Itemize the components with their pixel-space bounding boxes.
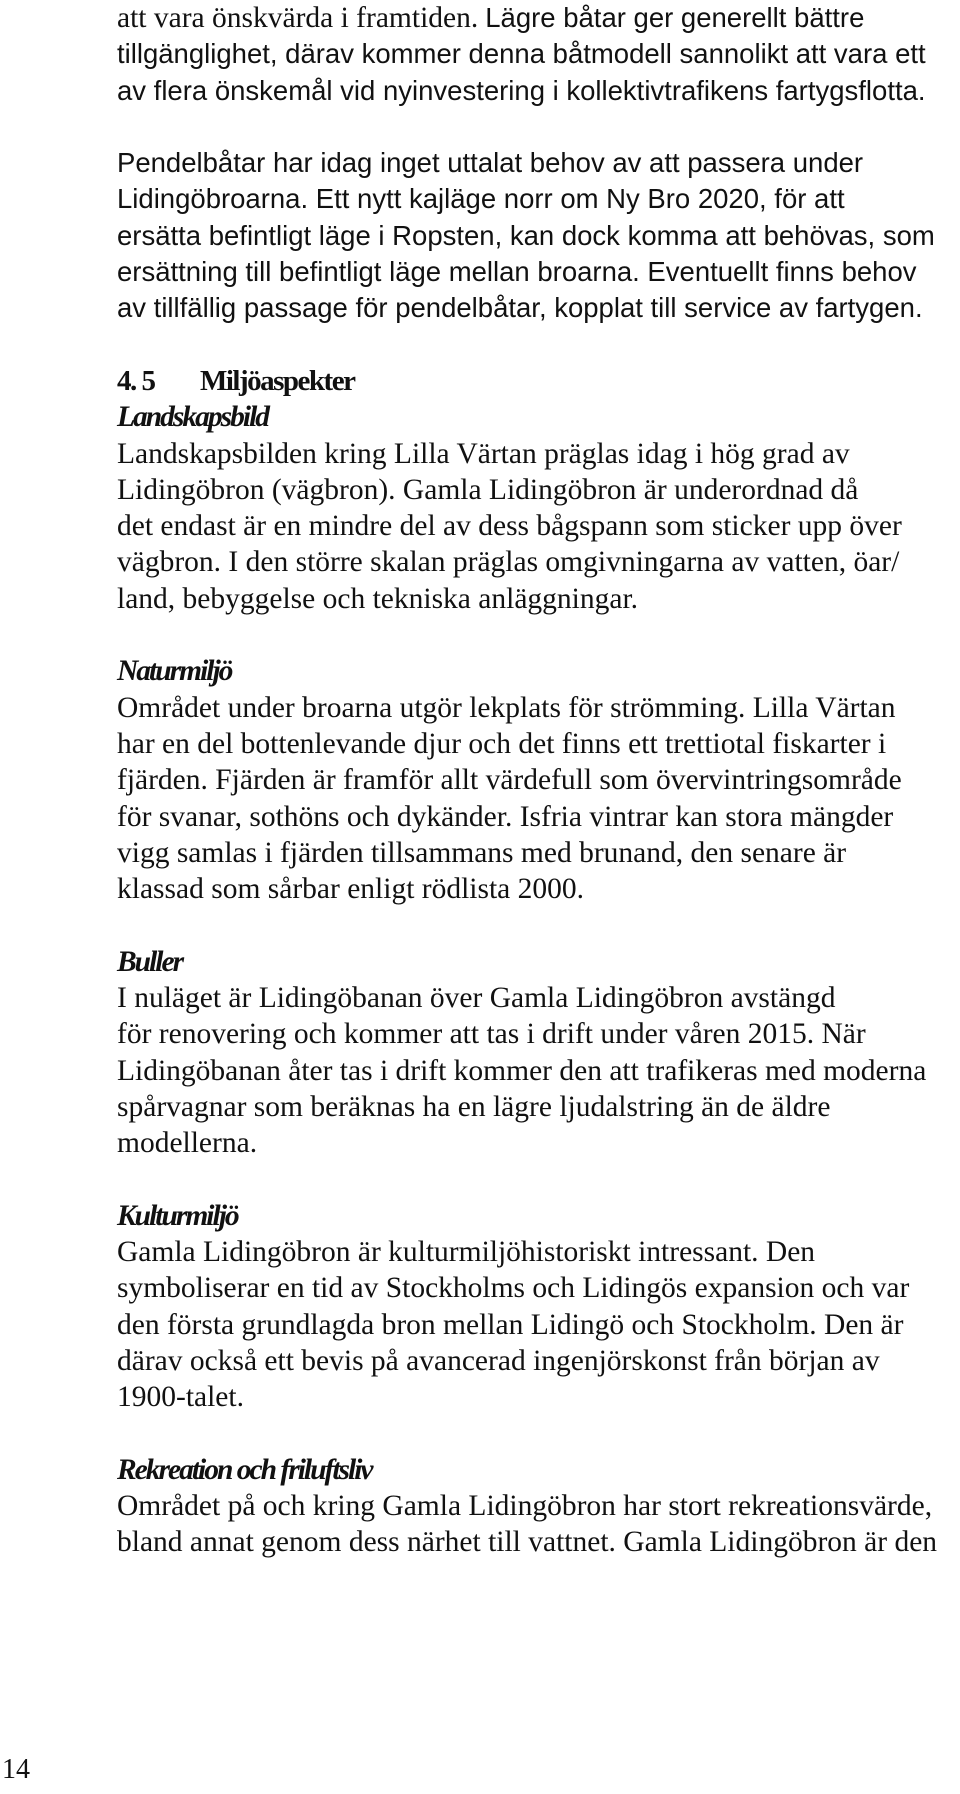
- text-line: Gamla Lidingöbron är kulturmiljöhistoriskt intressant. Den: [117, 1236, 816, 1269]
- text-line: symboliserar en tid av Stockholms och Lidingös expansion och var: [117, 1272, 910, 1305]
- section-title: Miljöaspekter: [200, 364, 355, 397]
- text-line: spårvagnar som beräknas ha en lägre ljudalstring än de äldre: [117, 1090, 831, 1123]
- text-line: vigg samlas i fjärden tillsammans med brunand, den senare är: [117, 836, 847, 869]
- subsection-heading: Rekreation och friluftsliv: [117, 1453, 372, 1486]
- text-line: Lidingöbron (vägbron). Gamla Lidingöbron är underordnad då: [117, 473, 859, 506]
- text-line: tillgänglighet, därav kommer denna båtmodell sannolikt att vara ett: [117, 38, 926, 70]
- text-line: klassad som sårbar enligt rödlista 2000.: [117, 873, 585, 906]
- subsection-heading: Naturmiljö: [117, 655, 232, 688]
- text-line: fjärden. Fjärden är framför allt värdefull som övervintringsområde: [117, 764, 902, 797]
- section-number: 4. 5: [117, 364, 155, 397]
- text-line: Landskapsbilden kring Lilla Värtan präglas idag i hög grad av: [117, 437, 850, 470]
- subsection-heading: Kulturmiljö: [117, 1199, 238, 1232]
- text-line: 1900-talet.: [117, 1381, 244, 1414]
- text-line: Pendelbåtar har idag inget uttalat behov av att passera under: [117, 147, 864, 179]
- text-line: I nuläget är Lidingöbanan över Gamla Lidingöbron avstängd: [117, 982, 836, 1015]
- text-line: för renovering och kommer att tas i drift under våren 2015. När: [117, 1018, 866, 1051]
- subsection-landskapsbild: [117, 399, 952, 617]
- page-number: 14: [2, 1754, 30, 1785]
- subsection-buller: [117, 944, 952, 1162]
- text-line: Lidingöbroarna. Ett nytt kajläge norr om Ny Bro 2020, för att: [117, 183, 845, 215]
- subsection-heading: Landskapsbild: [117, 401, 269, 434]
- text-line: Området under broarna utgör lekplats för strömming. Lilla Värtan: [117, 691, 896, 724]
- text-line: ersättning till befintligt läge mellan broarna. Eventuellt finns behov: [117, 256, 917, 288]
- text-line: bland annat genom dess närhet till vattnet. Gamla Lidingöbron är den: [117, 1526, 938, 1559]
- text-line: land, bebyggelse och tekniska anläggningar.: [117, 582, 639, 615]
- body-text: [117, 0, 952, 1597]
- text-line: har en del bottenlevande djur och det finns ett trettiotal fiskarter i: [117, 727, 887, 760]
- text-line: av tillfällig passage för pendelbåtar, kopplat till service av fartygen.: [117, 292, 923, 324]
- section-heading: [117, 363, 952, 399]
- text-line: därav också ett bevis på avancerad ingenjörskonst från början av: [117, 1344, 880, 1377]
- text-line: vägbron. I den större skalan präglas omgivningarna av vatten, öar/: [117, 546, 900, 579]
- text-line: av flera önskemål vid nyinvestering i kollektivtrafikens fartygsflotta.: [117, 74, 926, 106]
- text-line: den första grundlagda bron mellan Lidingö och Stockholm. Den är: [117, 1308, 904, 1341]
- text-line: det endast är en mindre del av dess bågspann som sticker upp över: [117, 510, 902, 543]
- text-line: [117, 0, 952, 36]
- text-segment-sans: Lägre båtar ger generellt bättre: [485, 2, 865, 33]
- paragraph-intro-2: [117, 145, 952, 326]
- text-line: modellerna.: [117, 1127, 258, 1160]
- subsection-rekreation: [117, 1452, 952, 1561]
- text-line: ersätta befintligt läge i Ropsten, kan dock komma att behövas, som: [117, 219, 935, 251]
- subsection-naturmiljo: [117, 653, 952, 907]
- text-segment-serif: att vara önskvärda i framtiden.: [117, 2, 479, 34]
- paragraph-intro-1: [117, 0, 952, 109]
- subsection-heading: Buller: [117, 945, 183, 978]
- subsection-kulturmiljo: [117, 1198, 952, 1416]
- text-line: Lidingöbanan åter tas i drift kommer den att trafikeras med moderna: [117, 1054, 927, 1087]
- text-line: för svanar, sothöns och dykänder. Isfria vintrar kan stora mängder: [117, 800, 894, 833]
- text-line: Området på och kring Gamla Lidingöbron har stort rekreationsvärde,: [117, 1490, 933, 1523]
